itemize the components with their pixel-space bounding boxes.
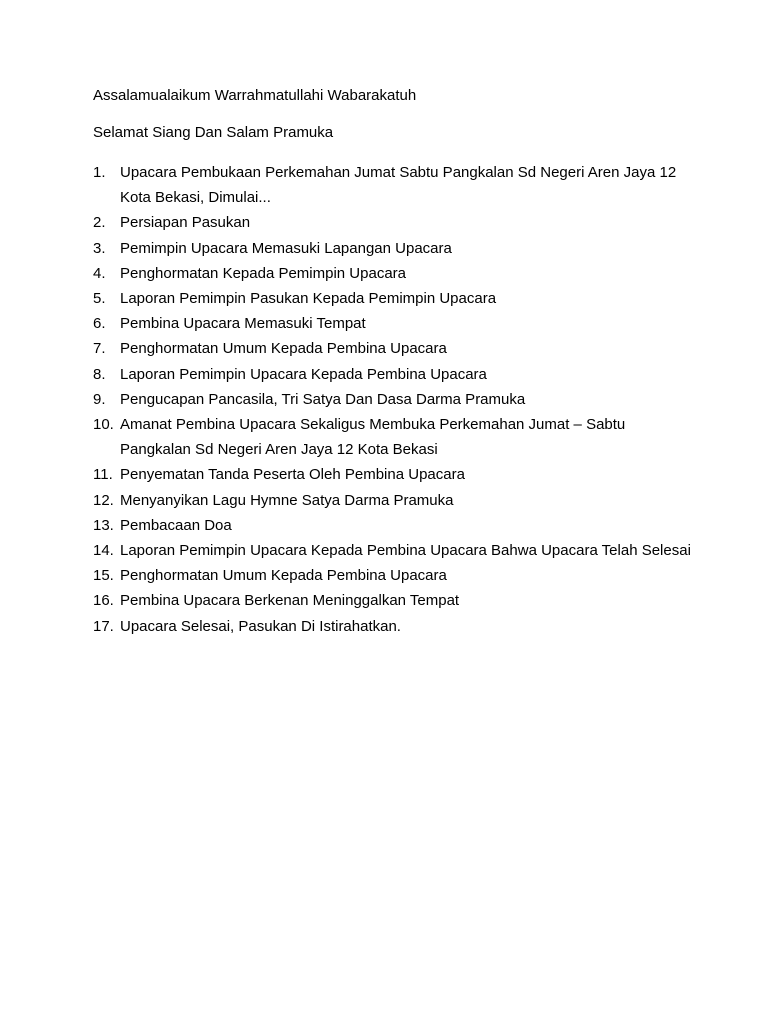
list-item [93, 336, 693, 361]
list-item-number: 3. [93, 239, 106, 257]
list-item [93, 311, 693, 336]
list-item [93, 614, 693, 639]
list-item-number: 15. [93, 567, 114, 585]
list-item-text: Persiapan Pasukan [120, 214, 251, 232]
list-item-number: 5. [93, 290, 106, 308]
list-item [93, 488, 693, 513]
list-item-number: 6. [93, 315, 106, 333]
list-item-number: 17. [93, 617, 114, 635]
list-item-text: Laporan Pemimpin Upacara Kepada Pembina Upacara Bahwa Upacara Telah Selesai [120, 542, 691, 560]
list-item-text: Pembina Upacara Berkenan Meninggalkan Tempat [120, 592, 460, 610]
list-item-text: Penghormatan Umum Kepada Pembina Upacara [120, 567, 447, 585]
list-item-number: 16. [93, 592, 114, 610]
list-item-text: Penyematan Tanda Peserta Oleh Pembina Upacara [120, 466, 465, 484]
list-item-number: 13. [93, 516, 114, 534]
list-item-number: 7. [93, 340, 106, 358]
list-item-text: Pembina Upacara Memasuki Tempat [120, 315, 366, 333]
list-item [93, 210, 693, 235]
list-item [93, 588, 693, 613]
list-item-number: 9. [93, 390, 106, 408]
list-item-text: Pembacaan Doa [120, 516, 232, 534]
list-item-text: Pengucapan Pancasila, Tri Satya Dan Dasa Darma Pramuka [120, 390, 526, 408]
list-item-number: 1. [93, 164, 106, 181]
list-item [93, 261, 693, 286]
list-item-text: Amanat Pembina Upacara Sekaligus Membuka Perkemahan Jumat – Sabtu Pangkalan Sd Negeri Aren Jaya 12 Kota Bekasi [120, 416, 626, 459]
list-item-text: Penghormatan Umum Kepada Pembina Upacara [120, 340, 447, 358]
list-item-number: 11. [93, 466, 113, 484]
list-item [93, 160, 693, 210]
list-item [93, 563, 693, 588]
list-item [93, 236, 693, 261]
list-item-number: 14. [93, 542, 114, 560]
list-item-number: 2. [93, 214, 106, 232]
list-item-text: Laporan Pemimpin Upacara Kepada Pembina Upacara [120, 365, 487, 383]
list-item [93, 412, 693, 462]
list-item-text: Penghormatan Kepada Pemimpin Upacara [120, 264, 407, 282]
list-item [93, 513, 693, 538]
agenda-list [93, 160, 693, 639]
list-item-text: Pemimpin Upacara Memasuki Lapangan Upacara [120, 239, 452, 257]
greeting-line: Assalamualaikum Warrahmatullahi Wabarakatuh [93, 87, 417, 104]
list-item-number: 8. [93, 365, 106, 383]
list-item-number: 4. [93, 264, 106, 282]
list-item [93, 362, 693, 387]
list-item [93, 462, 693, 487]
list-item-text: Upacara Pembukaan Perkemahan Jumat Sabtu Pangkalan Sd Negeri Aren Jaya 12 Kota Bekasi, Dimulai... [120, 164, 677, 207]
list-item-number: 12. [93, 491, 114, 509]
list-item [93, 286, 693, 311]
list-item-text: Upacara Selesai, Pasukan Di Istirahatkan. [120, 617, 401, 635]
list-item-text: Laporan Pemimpin Pasukan Kepada Pemimpin Upacara [120, 290, 497, 308]
list-item-text: Menyanyikan Lagu Hymne Satya Darma Pramuka [120, 491, 454, 509]
salutation-line: Selamat Siang Dan Salam Pramuka [93, 124, 334, 141]
list-item-number: 10. [93, 416, 114, 434]
list-item [93, 538, 693, 563]
list-item [93, 387, 693, 412]
